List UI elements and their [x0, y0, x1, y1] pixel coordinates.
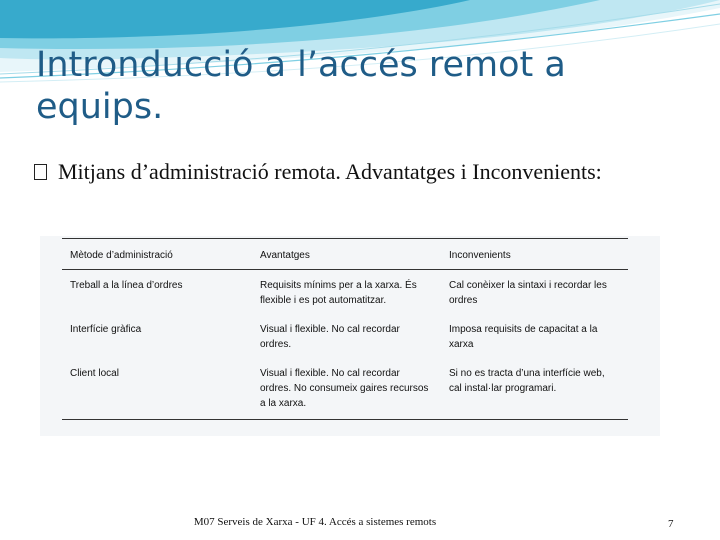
- table-cell: Client local: [62, 358, 252, 420]
- page-number: 7: [668, 518, 674, 530]
- table-cell: Visual i flexible. No cal recordar ordres. No consumeix gaires recursos a la xarxa.: [252, 358, 441, 420]
- bullet-point: [34, 158, 684, 186]
- table-cell: Si no es tracta d’una interfície web, cal instal·lar programari.: [441, 358, 628, 420]
- column-header-method: Mètode d’administració: [62, 239, 252, 270]
- table-cell: Visual i flexible. No cal recordar ordres.: [260, 324, 400, 350]
- slide-title: Intronducció a l’accés remot a equips.: [36, 45, 566, 127]
- slide-footer: M07 Serveis de Xarxa - UF 4. Accés a sistemes remots: [193, 516, 437, 528]
- table-row: [62, 270, 628, 315]
- table-cell: Cal conèixer la sintaxi i recordar les ordres: [449, 280, 607, 306]
- table-cell: Imposa requisits de capacitat a la xarxa: [449, 324, 598, 350]
- table-cell: Treball a la línea d’ordres: [70, 280, 183, 291]
- table-cell: Interfície gràfica: [70, 324, 142, 335]
- table-row: [62, 314, 628, 358]
- comparison-table-panel: [40, 236, 660, 436]
- table-cell: Requisits mínims per a la xarxa. És flexible i es pot automatitzar.: [260, 280, 417, 306]
- column-header-disadvantages: Inconvenients: [441, 239, 628, 270]
- bullet-text: Mitjans d’administració remota. Advantatges i Inconvenients:: [58, 159, 602, 184]
- bullet-box-icon: [34, 158, 58, 186]
- table-row: [62, 358, 628, 420]
- comparison-table: [62, 238, 628, 420]
- table-header-row: [62, 239, 628, 270]
- column-header-advantages: Avantatges: [252, 239, 441, 270]
